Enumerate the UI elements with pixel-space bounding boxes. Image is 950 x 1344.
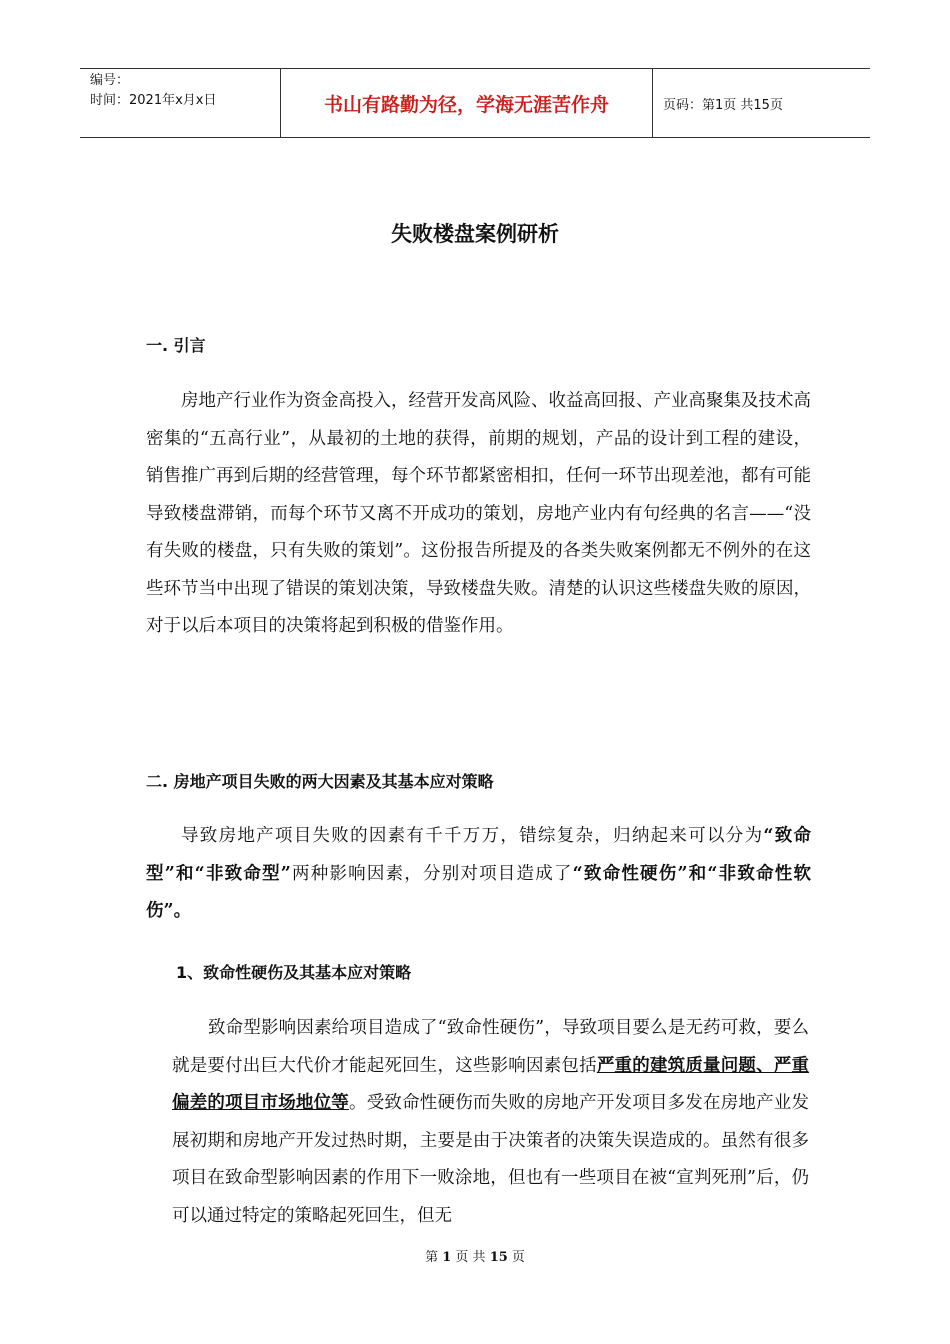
subsection-heading-fatal-injury: 1、致命性硬伤及其基本应对策略	[176, 963, 412, 982]
section-heading-two-factors: 二. 房地产项目失败的两大因素及其基本应对策略	[146, 772, 494, 791]
paragraph-text: 致命型影响因素给项目造成了“致命性硬伤”，导致项目要么是无药可救，要么就是要付出巨大代价才能起死回生，这些影响因素包括	[172, 1018, 809, 1076]
paragraph-end: 。	[173, 901, 192, 921]
footer-middle: 页 共	[455, 1250, 486, 1265]
bold-phrase-injury-types: “致命性硬伤”和“非致命性软伤”	[146, 863, 812, 921]
header-motto: 书山有路勤为径，学海无涯苦作舟	[280, 69, 653, 137]
page-footer	[0, 1246, 950, 1265]
paragraph-text: 导致房地产项目失败的因素有千千万万，错综复杂，归纳起来可以分为	[181, 826, 764, 846]
header-page-info: 页码：第1页 共15页	[663, 97, 783, 113]
paragraph-text: 两种影响因素，分别对项目造成了	[290, 863, 573, 884]
document-time-label: 时间：2021年x月x日	[90, 93, 217, 108]
document-number-label: 编号：	[90, 73, 130, 88]
section-heading-introduction: 一. 引言	[146, 336, 206, 355]
document-title: 失败楼盘案例研析	[391, 222, 559, 246]
fatal-injury-paragraph	[172, 1010, 809, 1235]
header-table	[80, 68, 870, 138]
footer-total-pages: 15	[489, 1250, 508, 1265]
introduction-paragraph: 房地产行业作为资金高投入，经营开发高风险、收益高回报、产业高聚集及技术高密集的“五高行业”，从最初的土地的获得，前期的规划，产品的设计到工程的建设，销售推广再到后期的经营管理，每个环节都紧密相扣，任何一环节出现差池，都有可能导致楼盘滞销，而每个环节又离不开成功的策划，房地产业内有句经典的名言——“没有失败的楼盘，只有失败的策划”。这份报告所提及的各类失败案例都无不例外的在这些环节当中出现了错误的策划决策，导致楼盘失败。清楚的认识这些楼盘失败的原因，对于以后本项目的决策将起到积极的借鉴作用。	[146, 391, 811, 636]
footer-suffix: 页	[511, 1250, 525, 1265]
header-meta	[80, 69, 280, 137]
footer-page-number: 1	[442, 1250, 452, 1265]
bold-phrase-fatal-types: “致命型”和“非致命型”	[146, 826, 811, 884]
two-factors-paragraph	[146, 818, 811, 931]
paragraph-text: 。受致命性硬伤而失败的房地产开发项目多发在房地产业发展初期和房地产开发过热时期，主要是由于决策者的决策失误造成的。虽然有很多项目在致命型影响因素的作用下一败涂地，但也有一些项目在被“宣判死刑”后，仍可以通过特定的策略起死回生，但无	[172, 1093, 809, 1226]
footer-prefix: 第	[425, 1250, 439, 1265]
underlined-key-factors: 严重的建筑质量问题、严重偏差的项目市场地位等	[172, 1055, 810, 1113]
